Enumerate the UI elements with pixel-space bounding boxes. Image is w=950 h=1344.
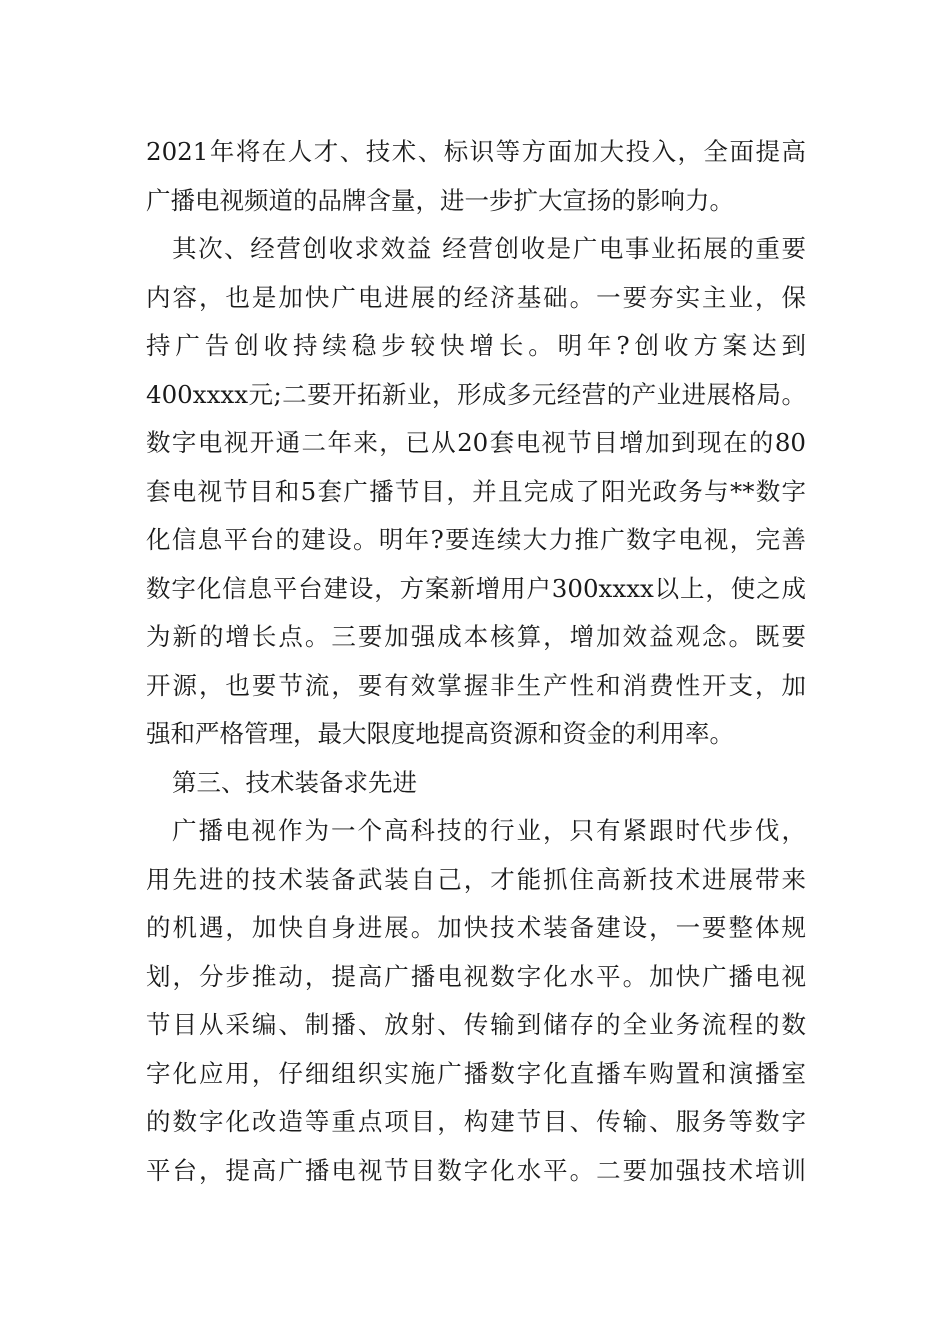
text-line: 划，分步推动，提高广播电视数字化水平。加快广播电视 bbox=[146, 961, 806, 991]
text-line: 平台，提高广播电视节目数字化水平。二要加强技术培训 bbox=[146, 1155, 806, 1185]
text-line: 的机遇，加快自身进展。加快技术装备建设，一要整体规 bbox=[146, 913, 806, 942]
text-line: 2021年将在人才、技术、标识等方面加大投入，全面提高 bbox=[146, 137, 806, 166]
text-line: 强和严格管理，最大限度地提高资源和资金的利用率。 bbox=[146, 719, 734, 748]
text-line: 化信息平台的建设。明年?要连续大力推广数字电视，完善 bbox=[146, 525, 806, 554]
text-line: 广播电视作为一个高科技的行业，只有紧跟时代步伐， bbox=[172, 816, 806, 845]
text-line: 第三、技术装备求先进 bbox=[172, 767, 417, 797]
text-line: 为新的增长点。三要加强成本核算，增加效益观念。既要 bbox=[146, 622, 806, 651]
text-line: 用先进的技术装备武装自己，才能抓住高新技术进展带来 bbox=[146, 864, 806, 894]
text-line: 字化应用，仔细组织实施广播数字化直播车购置和演播室 bbox=[146, 1058, 806, 1088]
document-body bbox=[146, 128, 806, 1195]
text-line: 节目从采编、制播、放射、传输到储存的全业务流程的数 bbox=[146, 1010, 806, 1039]
text-line: 数字电视开通二年来，已从20套电视节目增加到现在的80 bbox=[146, 428, 806, 457]
text-line: 400xxxx元;二要开拓新业，形成多元经营的产业进展格局。 bbox=[146, 379, 806, 409]
text-line: 广播电视频道的品牌含量，进一步扩大宣扬的影响力。 bbox=[146, 185, 734, 215]
text-line: 其次、经营创收求效益 经营创收是广电事业拓展的重要 bbox=[172, 234, 806, 263]
text-line: 套电视节目和5套广播节目，并且完成了阳光政务与**数字 bbox=[146, 476, 806, 506]
text-line: 持广告创收持续稳步较快增长。明年?创收方案达到 bbox=[146, 331, 806, 360]
text-line: 数字化信息平台建设，方案新增用户300xxxx以上，使之成 bbox=[146, 573, 806, 603]
text-line: 开源，也要节流，要有效掌握非生产性和消费性开支，加 bbox=[146, 670, 806, 700]
text-line: 内容，也是加快广电进展的经济基础。一要夯实主业，保 bbox=[146, 282, 806, 312]
text-line: 的数字化改造等重点项目，构建节目、传输、服务等数字 bbox=[146, 1107, 806, 1136]
